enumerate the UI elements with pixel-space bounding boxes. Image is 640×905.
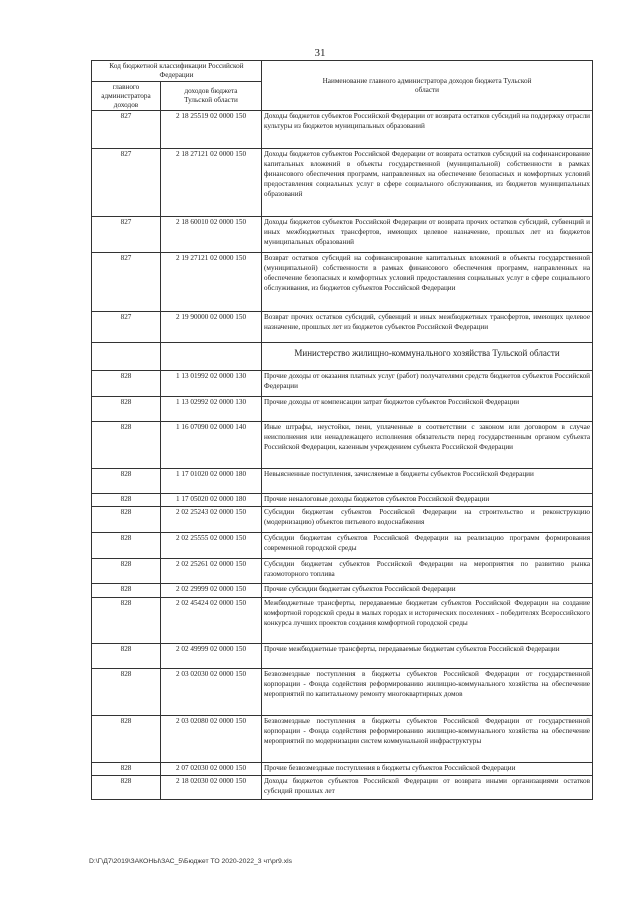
admin-code-cell: 828 bbox=[92, 397, 161, 422]
admin-code-cell: 828 bbox=[92, 469, 161, 494]
table-row bbox=[92, 469, 593, 494]
budget-code-cell: 2 02 45424 02 0000 150 bbox=[161, 598, 262, 644]
admin-code-cell: 828 bbox=[92, 507, 161, 533]
section-row bbox=[92, 343, 593, 371]
table-row bbox=[92, 507, 593, 533]
admin-code-cell: 828 bbox=[92, 584, 161, 598]
budget-code-cell: 1 13 01992 02 0000 130 bbox=[161, 371, 262, 397]
admin-code-cell: 828 bbox=[92, 371, 161, 397]
table-row bbox=[92, 422, 593, 469]
footer-file-path: D:\Г\Д7\2019\ЗАКОНЫ\ЗАС_5\Бюджет ТО 2020-2022_3 чт\pr9.xls bbox=[89, 858, 293, 865]
budget-code-cell: 1 13 02992 02 0000 130 bbox=[161, 397, 262, 422]
budget-code-cell: 2 02 49999 02 0000 150 bbox=[161, 644, 262, 669]
budget-code-cell: 2 19 90000 02 0000 150 bbox=[161, 312, 262, 343]
revenue-name-cell: Межбюджетные трансферты, передаваемые бюджетам субъектов Российской Федерации на создание комфортной городской среды в малых городах и исторических поселениях - победителях Всероссийского конкурса лучших проектов создания комфортной городской среды bbox=[262, 598, 593, 644]
budget-code-cell: 2 02 25555 02 0000 150 bbox=[161, 533, 262, 559]
admin-code-cell: 828 bbox=[92, 763, 161, 776]
table-row bbox=[92, 253, 593, 312]
header-row-group bbox=[92, 61, 593, 82]
admin-code-cell: 827 bbox=[92, 111, 161, 149]
header-col-code-text: доходов бюджета Тульской области bbox=[184, 87, 238, 104]
admin-code-cell: 828 bbox=[92, 533, 161, 559]
table-row bbox=[92, 716, 593, 763]
page-number: 31 bbox=[314, 47, 326, 59]
budget-code-cell: 2 18 02030 02 0000 150 bbox=[161, 776, 262, 800]
table-row bbox=[92, 111, 593, 149]
table-row bbox=[92, 669, 593, 716]
admin-code-cell: 827 bbox=[92, 217, 161, 253]
revenue-name-cell: Прочие неналоговые доходы бюджетов субъектов Российской Федерации bbox=[262, 494, 593, 507]
budget-code-cell: 2 03 02030 02 0000 150 bbox=[161, 669, 262, 716]
budget-code-cell: 2 03 02080 02 0000 150 bbox=[161, 716, 262, 763]
revenue-name-cell: Безвозмездные поступления в бюджеты субъектов Российской Федерации от государственной корпорации - Фонда содействия реформированию жилищно-коммунального хозяйства на обеспечение мероприятий по модернизации систем коммунальной инфраструктуры bbox=[262, 716, 593, 763]
revenue-name-cell: Доходы бюджетов субъектов Российской Федерации от возврата иными организациями остатков субсидий прошлых лет bbox=[262, 776, 593, 800]
table-row bbox=[92, 598, 593, 644]
revenue-name-cell: Доходы бюджетов субъектов Российской Федерации от возврата прочих остатков субсидий, субвенций и иных межбюджетных трансфертов, имеющих целевое назначение, прошлых лет из бюджетов муниципальных образований bbox=[262, 217, 593, 253]
admin-code-cell: 828 bbox=[92, 776, 161, 800]
revenue-name-cell: Прочие межбюджетные трансферты, передаваемые бюджетам субъектов Российской Федерации bbox=[262, 644, 593, 669]
budget-code-cell: 2 02 25261 02 0000 150 bbox=[161, 559, 262, 584]
revenue-name-cell: Возврат прочих остатков субсидий, субвенций и иных межбюджетных трансфертов, имеющих целевое назначение, прошлых лет из бюджетов субъектов Российской Федерации bbox=[262, 312, 593, 343]
admin-code-cell: 827 bbox=[92, 253, 161, 312]
admin-code-cell: 828 bbox=[92, 644, 161, 669]
budget-code-cell: 2 18 60010 02 0000 150 bbox=[161, 217, 262, 253]
table-row bbox=[92, 494, 593, 507]
table-row bbox=[92, 533, 593, 559]
table-row bbox=[92, 584, 593, 598]
budget-code-cell: 2 19 27121 02 0000 150 bbox=[161, 253, 262, 312]
table-row bbox=[92, 371, 593, 397]
admin-code-cell: 827 bbox=[92, 149, 161, 217]
revenue-name-cell: Субсидии бюджетам субъектов Российской Федерации на реализацию программ формирования современной городской среды bbox=[262, 533, 593, 559]
admin-code-cell: 828 bbox=[92, 716, 161, 763]
table-row bbox=[92, 776, 593, 800]
budget-code-cell: 2 18 25519 02 0000 150 bbox=[161, 111, 262, 149]
budget-code-cell: 2 02 29999 02 0000 150 bbox=[161, 584, 262, 598]
table-row bbox=[92, 149, 593, 217]
table-row bbox=[92, 644, 593, 669]
budget-code-cell: 1 17 05020 02 0000 180 bbox=[161, 494, 262, 507]
revenue-name-cell: Субсидии бюджетам субъектов Российской Федерации на мероприятия по развитию рынка газомоторного топлива bbox=[262, 559, 593, 584]
admin-code-cell: 828 bbox=[92, 494, 161, 507]
revenue-name-cell: Прочие безвозмездные поступления в бюджеты субъектов Российской Федерации bbox=[262, 763, 593, 776]
revenue-name-cell: Невыясненные поступления, зачисляемые в бюджеты субъектов Российской Федерации bbox=[262, 469, 593, 494]
revenue-name-cell: Прочие субсидии бюджетам субъектов Российской Федерации bbox=[262, 584, 593, 598]
table-row bbox=[92, 217, 593, 253]
revenue-name-cell: Доходы бюджетов субъектов Российской Федерации от возврата остатков субсидий на софинансирование капитальных вложений в объекты государственной (муниципальной) собственности в рамках финансового обеспечения программ, направленных на обеспечение безопасных и комфортных условий предоставления социальных услуг в сфере социального обслуживания, из бюджетов муниципальных образований bbox=[262, 149, 593, 217]
admin-code-cell: 828 bbox=[92, 598, 161, 644]
admin-code-cell: 828 bbox=[92, 669, 161, 716]
header-col-code bbox=[161, 82, 262, 111]
header-col-admin: главного администратора доходов bbox=[92, 82, 161, 111]
admin-code-cell: 828 bbox=[92, 422, 161, 469]
admin-code-cell: 827 bbox=[92, 312, 161, 343]
budget-code-cell: 1 17 01020 02 0000 180 bbox=[161, 469, 262, 494]
table-row bbox=[92, 763, 593, 776]
header-classification-code: Код бюджетной классификации Российской Федерации bbox=[92, 61, 262, 82]
budget-code-cell: 2 07 02030 02 0000 150 bbox=[161, 763, 262, 776]
budget-code-cell: 2 18 27121 02 0000 150 bbox=[161, 149, 262, 217]
section-empty-cell bbox=[161, 343, 262, 371]
header-administrator-name bbox=[262, 61, 593, 111]
revenue-name-cell: Доходы бюджетов субъектов Российской Федерации от возврата остатков субсидий на поддержку отрасли культуры из бюджетов муниципальных образований bbox=[262, 111, 593, 149]
revenue-name-cell: Прочие доходы от оказания платных услуг (работ) получателями средств бюджетов субъектов Российской Федерации bbox=[262, 371, 593, 397]
revenue-name-cell: Безвозмездные поступления в бюджеты субъектов Российской Федерации от государственной корпорации - Фонда содействия реформированию жилищно-коммунального хозяйства на обеспечение мероприятий по капитальному ремонту многоквартирных домов bbox=[262, 669, 593, 716]
revenue-name-cell: Субсидии бюджетам субъектов Российской Федерации на строительство и реконструкцию (модернизацию) объектов питьевого водоснабжения bbox=[262, 507, 593, 533]
revenue-name-cell: Иные штрафы, неустойки, пени, уплаченные в соответствии с законом или договором в случае неисполнения или ненадлежащего исполнения обязательств перед государственным органом субъекта Российской Федерации, казенным учреждением субъекта Российской Федерации bbox=[262, 422, 593, 469]
revenue-name-cell: Возврат остатков субсидий на софинансирование капитальных вложений в объекты государственной (муниципальной) собственности в рамках финансового обеспечения программ, направленных на обеспечение безопасных и комфортных условий предоставления социальных услуг в сфере социального обслуживания, из бюджетов субъектов Российской Федерации bbox=[262, 253, 593, 312]
revenue-name-cell: Прочие доходы от компенсации затрат бюджетов субъектов Российской Федерации bbox=[262, 397, 593, 422]
section-title-ministry: Министерство жилищно-коммунального хозяйства Тульской области bbox=[262, 343, 593, 371]
table-row bbox=[92, 559, 593, 584]
budget-code-cell: 2 02 25243 02 0000 150 bbox=[161, 507, 262, 533]
budget-classification-table bbox=[91, 60, 593, 800]
admin-code-cell: 828 bbox=[92, 559, 161, 584]
section-empty-cell bbox=[92, 343, 161, 371]
table-row bbox=[92, 397, 593, 422]
table-row bbox=[92, 312, 593, 343]
budget-code-cell: 1 16 07090 02 0000 140 bbox=[161, 422, 262, 469]
header-name-text: Наименование главного администратора доходов бюджета Тульской области bbox=[322, 76, 532, 94]
